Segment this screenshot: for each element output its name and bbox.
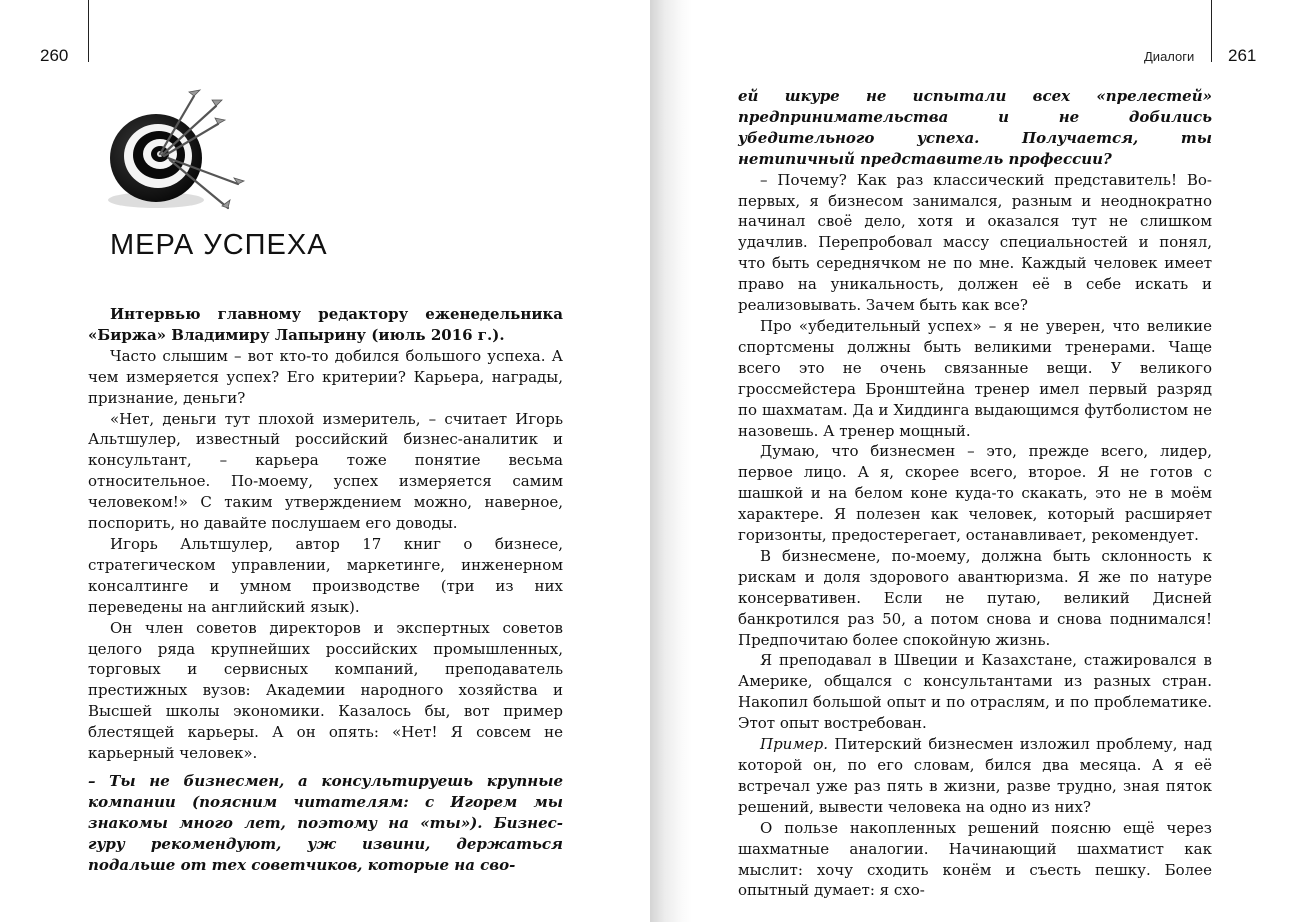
paragraph: О пользе накопленных решений поясню ещё через шахматные аналогии. Начинающий шахматист как мыслит: хочу сходить конём и съесть пешку. Более опытный думает: я схо-	[738, 818, 1212, 900]
paragraph: Он член советов директоров и экспертных советов целого ряда крупнейших российских промышленных, торговых и сервисных компаний, преподаватель престижных вузов: Академии народного хозяйства и Высшей школы экономики. Казалось бы, вот пример блестящей карьеры. А он опять: «Нет! Я совсем не карьерный человек».	[88, 618, 563, 763]
right-page-number: 261	[1228, 46, 1257, 65]
paragraph: Игорь Альтшулер, автор 17 книг о бизнесе, стратегическом управлении, маркетинге, инженерном консалтинге и умном производстве (три из них переведены на английский язык).	[88, 534, 563, 616]
book-gutter	[650, 0, 692, 922]
paragraph: Я преподавал в Швеции и Казахстане, стажировался в Америке, общался с консультантами из разных стран. Накопил большой опыт и по отраслям, и по проблематике. Этот опыт востребован.	[738, 651, 1212, 733]
left-page-number: 260	[40, 46, 69, 65]
interview-question-continued: ей шкуре не испытали всех «прелестей» предпринимательства и не добились убедительного успеха. Получается, ты нетипичный представитель профессии?	[738, 87, 1212, 168]
intro-paragraph: Интервью главному редактору еженедельника «Биржа» Владимиру Лапырину (июль 2016 г.).	[88, 305, 563, 344]
running-head: Диалоги	[1144, 49, 1195, 64]
paragraph: Думаю, что бизнесмен – это, прежде всего, лидер, первое лицо. А я, скорее всего, второе. Я не готов с шашкой и на белом коне куда-то скакать, это не в моём характере. Я полезен как человек, который расширяет горизонты, предостерегает, останавливает, рекомендует.	[738, 442, 1212, 545]
paragraph: – Почему? Как раз классический представитель! Во-первых, я бизнесом занимался, разным и неоднократно начинал своё дело, хотя и оказался тут не слишком удачлив. Перепробовал массу специальностей и понял, что быть середнячком не по мне. Каждый человек имеет право на уникальность, должен её в себе искать и реализовывать. Зачем быть как все?	[738, 170, 1212, 315]
target-with-arrows-icon	[98, 88, 248, 218]
example-text: Питерский бизнесмен изложил проблему, над которой он, по его словам, бился два месяца. А я её встречал уже раз пять в жизни, разве трудно, зная пяток решений, вывести человека на одно из них?	[738, 735, 1212, 816]
interview-question: – Ты не бизнесмен, а консультируешь крупные компании (поясним читателям: с Игорем мы знакомы много лет, поэтому на «ты»). Бизнес-гуру рекомендуют, уж извини, держаться подальше от тех советчиков, которые на сво-	[88, 771, 563, 874]
paragraph	[738, 734, 1212, 818]
right-column-text	[738, 86, 1212, 901]
chapter-title: МЕРА УСПЕХА	[110, 229, 328, 261]
paragraph: Про «убедительный успех» – я не уверен, что великие спортсмены должны быть великими тренерами. Чаще всего это не очень связанные вещи. У великого гроссмейстера Бронштейна тренер имел первый разряд по шахматам. Да и Хиддинга выдающимся футболистом не назовешь. А тренер мощный.	[738, 316, 1212, 440]
paragraph: «Нет, деньги тут плохой измеритель, – считает Игорь Альтшулер, известный российский бизнес-аналитик и консультант, – карьера тоже понятие весьма относительное. По-моему, успех измеряется самим человеком!» С таким утверждением можно, наверное, поспорить, но давайте послушаем его доводы.	[88, 409, 563, 533]
right-header-rule	[1211, 0, 1212, 62]
left-column-text	[88, 304, 563, 875]
left-header-rule	[88, 0, 89, 62]
paragraph: Часто слышим – вот кто-то добился большого успеха. А чем измеряется успех? Его критерии? Карьера, награды, признание, деньги?	[88, 346, 563, 407]
example-label: Пример.	[760, 735, 829, 754]
paragraph: В бизнесмене, по-моему, должна быть склонность к рискам и доля здорового авантюризма. Я же по натуре консервативен. Если не путаю, великий Дисней банкротился раз 50, а потом снова и снова поднимался! Предпочитаю более спокойную жизнь.	[738, 546, 1212, 649]
